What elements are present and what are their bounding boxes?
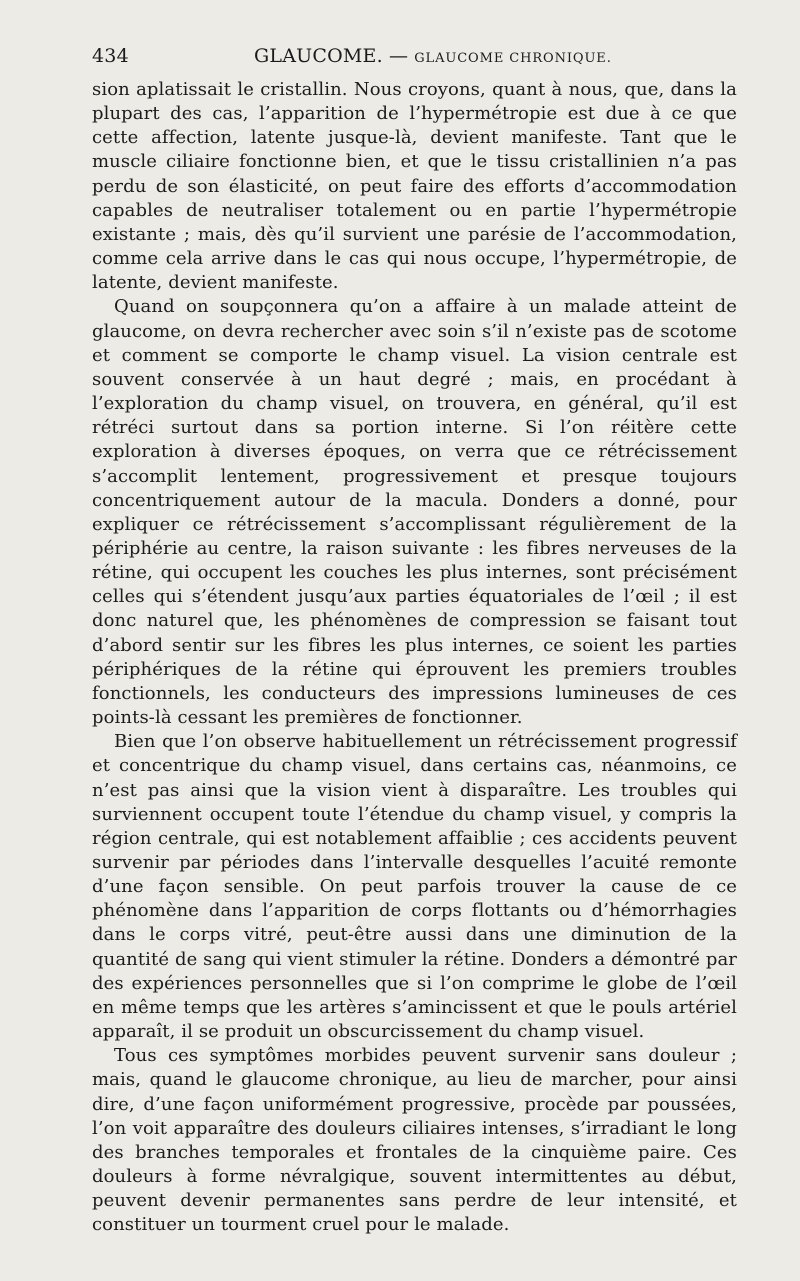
page-number: 434 bbox=[92, 45, 129, 67]
paragraph-douleurs: Tous ces symptômes morbides peuvent survenir sans douleur ; mais, quand le glaucome chronique, au lieu de marcher, pour ainsi dire, d’une façon uniformément progressive, procède par poussées, l’on voit apparaître des douleurs ciliaires intenses, s’irradiant le long des branches temporales et frontales de la cinquième paire. Ces douleurs à forme névralgique, souvent intermittentes au début, peuvent devenir permanentes sans perdre de leur intensité, et constituer un tourment cruel pour le malade. bbox=[92, 1045, 737, 1236]
body-text bbox=[92, 78, 737, 1238]
running-title: GLAUCOME. — bbox=[254, 45, 409, 67]
paragraph-continuation: sion aplatissait le cristallin. Nous croyons, quant à nous, que, dans la plupart des cas, l’apparition de l’hypermétropie est due à ce que cette affection, latente jusque-là, devient manifeste. Tant que le muscle ciliaire fonctionne bien, et que le tissu cristallinien n’a pas perdu de son élasticité, on peut faire des efforts d’accommodation capables de neutraliser totalement ou en partie l’hypermétropie existante ; mais, dès qu’il survient une parésie de l’accommodation, comme cela arrive dans le cas qui nous occupe, l’hypermétropie, de latente, devient manifeste. bbox=[92, 79, 737, 294]
paragraph-scotome: Quand on soupçonnera qu’on a affaire à un malade atteint de glaucome, on devra rechercher avec soin s’il n’existe pas de scotome et comment se comporte le champ visuel. La vision centrale est souvent conservée à un haut degré ; mais, en procédant à l’exploration du champ visuel, on trouvera, en général, qu’il est rétréci surtout dans sa portion interne. Si l’on réitère cette exploration à diverses époques, on verra que ce rétrécissement s’accomplit lentement, progressivement et presque toujours concentriquement autour de la macula. Donders a donné, pour expliquer ce rétrécissement s’accomplissant régulièrement de la périphérie au centre, la raison suivante : les fibres nerveuses de la rétine, qui occupent les couches les plus internes, sont précisément celles qui s’étendent jusqu’aux parties équatoriales de l’œil ; il est donc naturel que, les phénomènes de compression se faisant tout d’abord sentir sur les fibres les plus internes, ce soient les parties périphériques de la rétine qui éprouvent les premiers troubles fonctionnels, les conducteurs des impressions lumineuses de ces points-là cessant les premières de fonctionner. bbox=[92, 296, 737, 729]
paragraph-retrecissement: Bien que l’on observe habituellement un rétrécissement progressif et concentrique du champ visuel, dans certains cas, néanmoins, ce n’est pas ainsi que la vision vient à disparaître. Les troubles qui surviennent occupent toute l’étendue du champ visuel, y compris la région centrale, qui est notablement affaiblie ; ces accidents peuvent survenir par périodes dans l’intervalle desquelles l’acuité remonte d’une façon sensible. On peut parfois trouver la cause de ce phénomène dans l’apparition de corps flottants ou d’hémorrhagies dans le corps vitré, peut-être aussi dans une diminution de la quantité de sang qui vient stimuler la rétine. Donders a démontré par des expériences personnelles que si l’on comprime le globe de l’œil en même temps que les artères s’amincissent et que le pouls artériel apparaît, il se produit un obscurcissement du champ visuel. bbox=[92, 731, 737, 1043]
running-subtitle: GLAUCOME CHRONIQUE. bbox=[414, 51, 612, 66]
running-head bbox=[254, 44, 612, 71]
page-header bbox=[92, 44, 737, 68]
